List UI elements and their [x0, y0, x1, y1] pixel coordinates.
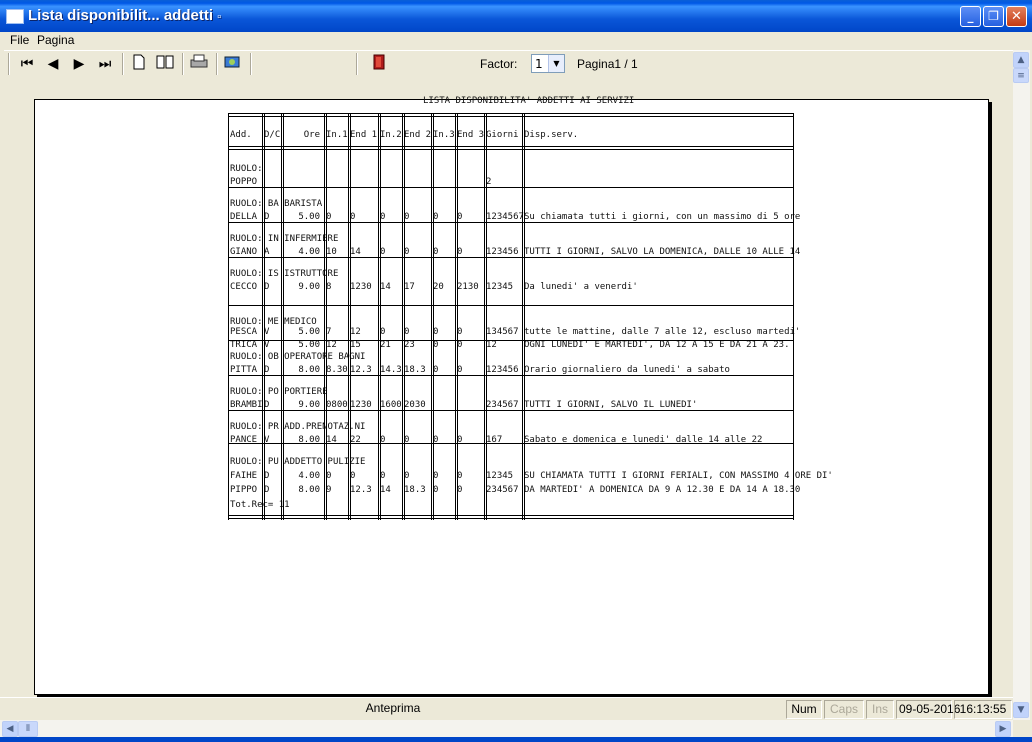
- table-cell: 5.00: [298, 327, 320, 337]
- table-cell: D: [264, 365, 270, 375]
- table-column-line: [524, 113, 525, 520]
- table-cell: 0: [404, 212, 410, 222]
- table-column-line: [264, 113, 265, 520]
- table-cell: 0: [326, 471, 332, 481]
- table-column-line: [433, 113, 434, 520]
- single-page-icon[interactable]: [128, 54, 150, 74]
- table-cell: 12.3: [350, 365, 372, 375]
- table-cell: 0: [457, 247, 463, 257]
- table-cell: 0: [350, 212, 356, 222]
- table-cell: FAIHE: [230, 471, 258, 481]
- table-cell: 8: [326, 282, 332, 292]
- factor-select[interactable]: [531, 54, 565, 73]
- table-cell: 9.00: [298, 400, 320, 410]
- status-time: 16:13:55: [954, 700, 1012, 719]
- table-cell: 0: [433, 435, 439, 445]
- table-cell: V: [264, 435, 270, 445]
- table-rule: [228, 443, 793, 444]
- report: [35, 96, 988, 694]
- table-cell: 234567: [486, 485, 519, 495]
- table-cell: 15: [350, 340, 361, 350]
- table-cell: 8.00: [298, 365, 320, 375]
- table-cell: D: [264, 400, 270, 410]
- table-cell: 4.00: [298, 471, 320, 481]
- table-rule: [228, 113, 793, 114]
- next-page-icon[interactable]: ▶: [73, 56, 85, 72]
- scroll-right-icon[interactable]: ▶: [995, 721, 1011, 737]
- table-cell: 14.3: [380, 365, 402, 375]
- role-label: RUOLO: ME MEDICO: [230, 317, 317, 327]
- toolbar-separator: [216, 53, 218, 75]
- role-label: RUOLO: OB OPERATORE BAGNI: [230, 352, 366, 362]
- toolbar: [4, 50, 1014, 78]
- status-num: Num: [786, 700, 822, 719]
- table-cell: 123456: [486, 247, 519, 257]
- column-header: In.1: [326, 130, 348, 140]
- table-cell: A: [264, 247, 270, 257]
- table-cell: BRAMBI: [230, 400, 263, 410]
- factor-label: Factor:: [480, 57, 518, 71]
- table-cell: Su chiamata tutti i giorni, con un massimo di 5 ore: [524, 212, 801, 222]
- report-page: [34, 96, 989, 695]
- table-cell: 0: [457, 365, 463, 375]
- table-cell: D: [264, 212, 270, 222]
- scroll-left-icon[interactable]: ◀: [2, 721, 18, 737]
- chevron-down-icon[interactable]: ▼: [548, 55, 564, 72]
- table-cell: 0: [404, 327, 410, 337]
- table-cell: Da lunedi' a venerdi': [524, 282, 638, 292]
- table-rule: [228, 222, 793, 223]
- table-cell: PIPPO: [230, 485, 258, 495]
- table-column-line: [793, 113, 794, 520]
- table-cell: 5.00: [298, 212, 320, 222]
- table-cell: 0: [433, 471, 439, 481]
- table-column-line: [402, 113, 403, 520]
- table-cell: 2: [486, 177, 492, 187]
- column-header: End 1: [350, 130, 378, 140]
- table-cell: tutte le mattine, dalle 7 alle 12, escluso martedi': [524, 327, 801, 337]
- table-cell: 22: [350, 435, 361, 445]
- table-cell: 0: [404, 471, 410, 481]
- column-header: D/C: [264, 130, 281, 140]
- column-header: In.2: [380, 130, 402, 140]
- table-cell: 1234567: [486, 212, 524, 222]
- table-rule: [228, 375, 793, 376]
- status-ins: Ins: [866, 700, 894, 719]
- table-cell: 18.3: [404, 365, 426, 375]
- table-cell: 9: [326, 485, 332, 495]
- table-column-line: [378, 113, 379, 520]
- status-bar: [0, 697, 1013, 720]
- status-date: 09-05-2016: [896, 700, 952, 719]
- table-rule: [228, 518, 793, 519]
- table-column-line: [484, 113, 485, 520]
- table-column-line: [350, 113, 351, 520]
- table-cell: Orario giornaliero da lunedi' a sabato: [524, 365, 730, 375]
- table-cell: 0: [457, 327, 463, 337]
- column-header: In.3: [433, 130, 455, 140]
- table-cell: SU CHIAMATA TUTTI I GIORNI FERIALI, CON MASSIMO 4 ORE DI': [524, 471, 833, 481]
- table-cell: CECCO: [230, 282, 258, 292]
- window-app-icon[interactable]: [6, 9, 24, 24]
- table-column-line: [455, 113, 456, 520]
- menu-pagina[interactable]: Pagina: [37, 33, 75, 47]
- two-pages-icon[interactable]: [154, 54, 176, 74]
- horizontal-scrollbar[interactable]: [0, 720, 1013, 737]
- role-label: RUOLO:: [230, 164, 263, 174]
- table-cell: OGNI LUNEDI' E MARTEDI', DA 12 A 15 E DA 21 A 23.: [524, 340, 790, 350]
- table-cell: 0: [380, 471, 386, 481]
- table-column-line: [262, 113, 263, 520]
- table-cell: PANCE: [230, 435, 258, 445]
- column-header: Disp.serv.: [524, 130, 579, 140]
- last-page-icon[interactable]: ⏭: [98, 56, 112, 72]
- role-label: RUOLO: PU ADDETTO PULIZIE: [230, 457, 366, 467]
- table-cell: 0: [433, 247, 439, 257]
- title-bar: [0, 0, 1032, 32]
- table-cell: 7: [326, 327, 332, 337]
- table-cell: V: [264, 340, 270, 350]
- table-cell: 14: [380, 282, 391, 292]
- table-column-line: [431, 113, 432, 520]
- column-header: End 2: [404, 130, 432, 140]
- status-caps: Caps: [824, 700, 864, 719]
- table-cell: 21: [380, 340, 391, 350]
- table-cell: 17: [404, 282, 415, 292]
- table-cell: 20: [433, 282, 444, 292]
- window-bottom-border: [0, 737, 1032, 742]
- role-label: RUOLO: IS ISTRUTTORE: [230, 269, 339, 279]
- table-cell: DA MARTEDI' A DOMENICA DA 9 A 12.30 E DA 14 A 18.30: [524, 485, 801, 495]
- table-cell: 0: [457, 471, 463, 481]
- table-cell: GIANO: [230, 247, 258, 257]
- table-cell: 23: [404, 340, 415, 350]
- table-cell: 0800: [326, 400, 348, 410]
- table-cell: 14: [380, 485, 391, 495]
- table-cell: 14: [326, 435, 337, 445]
- table-cell: Sabato e domenica e lunedi' dalle 14 alle 22: [524, 435, 763, 445]
- table-cell: 0: [380, 247, 386, 257]
- column-header: Giorni: [486, 130, 519, 140]
- toolbar-separator: [182, 53, 184, 75]
- table-rule: [228, 149, 793, 150]
- table-column-line: [457, 113, 458, 520]
- table-cell: 0: [433, 485, 439, 495]
- table-rule: [228, 116, 793, 117]
- table-column-line: [348, 113, 349, 520]
- table-cell: 167: [486, 435, 503, 445]
- table-cell: 0: [433, 212, 439, 222]
- table-cell: 2130: [457, 282, 479, 292]
- toolbar-separator: [122, 53, 124, 75]
- table-rule: [228, 257, 793, 258]
- table-column-line: [380, 113, 381, 520]
- table-cell: 18.3: [404, 485, 426, 495]
- table-cell: 10: [326, 247, 337, 257]
- table-cell: 8.00: [298, 435, 320, 445]
- table-cell: 14: [350, 247, 361, 257]
- role-label: RUOLO: BA BARISTA: [230, 199, 323, 209]
- role-label: RUOLO: PR ADD.PRENOTAZ.NI: [230, 422, 366, 432]
- table-cell: D: [264, 485, 270, 495]
- table-cell: 0: [433, 340, 439, 350]
- table-cell: D: [264, 282, 270, 292]
- table-column-line: [326, 113, 327, 520]
- page-info: Pagina1 / 1: [577, 57, 638, 71]
- maximize-button[interactable]: ❐: [983, 6, 1004, 27]
- table-column-line: [281, 113, 282, 520]
- table-column-line: [324, 113, 325, 520]
- table-cell: 8.30: [326, 365, 348, 375]
- table-cell: 12: [486, 340, 497, 350]
- hscroll-thumb[interactable]: ⦀: [18, 721, 38, 737]
- table-cell: PITTA: [230, 365, 258, 375]
- table-cell: 0: [457, 340, 463, 350]
- table-cell: 134567: [486, 327, 519, 337]
- factor-value: 1: [535, 57, 543, 71]
- table-column-line: [486, 113, 487, 520]
- toolbar-separator: [8, 53, 10, 75]
- table-cell: 12.3: [350, 485, 372, 495]
- table-cell: 12345: [486, 471, 514, 481]
- report-title: LISTA DISPONIBILITA' ADDETTI AI SERVIZI: [423, 96, 635, 106]
- role-label: RUOLO: IN INFERMIERE: [230, 234, 339, 244]
- role-label: RUOLO: PO PORTIERE: [230, 387, 328, 397]
- menu-file[interactable]: File: [10, 33, 30, 47]
- table-column-line: [228, 113, 229, 520]
- table-cell: 9.00: [298, 282, 320, 292]
- table-cell: V: [264, 327, 270, 337]
- table-cell: TRICA: [230, 340, 258, 350]
- column-header: Add.: [230, 130, 252, 140]
- minimize-button[interactable]: _: [960, 6, 981, 27]
- table-rule: [228, 305, 793, 306]
- table-cell: 0: [380, 435, 386, 445]
- table-cell: TUTTI I GIORNI, SALVO LA DOMENICA, DALLE 10 ALLE 14: [524, 247, 801, 257]
- table-cell: 0: [433, 327, 439, 337]
- table-cell: DELLA: [230, 212, 258, 222]
- table-cell: 12: [350, 327, 361, 337]
- toolbar-separator: [356, 53, 358, 75]
- window-title: Lista disponibilit... addetti ▫: [28, 7, 222, 24]
- table-cell: 0: [404, 435, 410, 445]
- scroll-up-icon[interactable]: ▲: [1013, 52, 1029, 68]
- table-rule: [228, 340, 793, 341]
- status-mode: Anteprima: [365, 701, 421, 715]
- column-header: Ore: [303, 130, 320, 140]
- preview-workspace: [4, 77, 1013, 696]
- table-cell: POPPO: [230, 177, 258, 187]
- prev-page-icon[interactable]: ◀: [47, 56, 59, 72]
- table-cell: 0: [433, 365, 439, 375]
- table-cell: 5.00: [298, 340, 320, 350]
- table-cell: 0: [380, 212, 386, 222]
- exit-icon[interactable]: [368, 54, 390, 74]
- table-column-line: [522, 113, 523, 520]
- table-cell: 1600: [380, 400, 402, 410]
- table-cell: 0: [404, 247, 410, 257]
- table-cell: D: [264, 471, 270, 481]
- print-icon[interactable]: [188, 54, 210, 74]
- first-page-icon[interactable]: ⏮: [20, 56, 34, 72]
- table-column-line: [283, 113, 284, 520]
- table-cell: TUTTI I GIORNI, SALVO IL LUNEDI': [524, 400, 698, 410]
- toolbar-separator: [250, 53, 252, 75]
- scroll-thumb[interactable]: ≡: [1013, 68, 1029, 83]
- vertical-scrollbar[interactable]: [1013, 50, 1030, 720]
- close-button[interactable]: ✕: [1006, 6, 1027, 27]
- table-cell: 0: [457, 435, 463, 445]
- table-cell: 8.00: [298, 485, 320, 495]
- table-cell: 0: [457, 212, 463, 222]
- table-cell: 0: [457, 485, 463, 495]
- table-cell: 12: [326, 340, 337, 350]
- export-icon[interactable]: [222, 54, 244, 74]
- table-cell: 234567: [486, 400, 519, 410]
- table-rule: [228, 410, 793, 411]
- table-rule: [228, 146, 793, 147]
- table-cell: 0: [380, 327, 386, 337]
- table-cell: PESCA: [230, 327, 258, 337]
- table-cell: 1230: [350, 400, 372, 410]
- table-column-line: [404, 113, 405, 520]
- column-header: End 3: [457, 130, 485, 140]
- scroll-down-icon[interactable]: ▼: [1013, 702, 1029, 718]
- table-cell: 0: [326, 212, 332, 222]
- table-cell: 4.00: [298, 247, 320, 257]
- total-records: Tot.Rec= 11: [230, 500, 290, 510]
- table-cell: 2030: [404, 400, 426, 410]
- table-cell: 123456: [486, 365, 519, 375]
- menu-bar: [0, 32, 1032, 50]
- table-rule: [228, 515, 793, 516]
- table-cell: 1230: [350, 282, 372, 292]
- table-cell: 12345: [486, 282, 514, 292]
- table-cell: 0: [350, 471, 356, 481]
- table-rule: [228, 187, 793, 188]
